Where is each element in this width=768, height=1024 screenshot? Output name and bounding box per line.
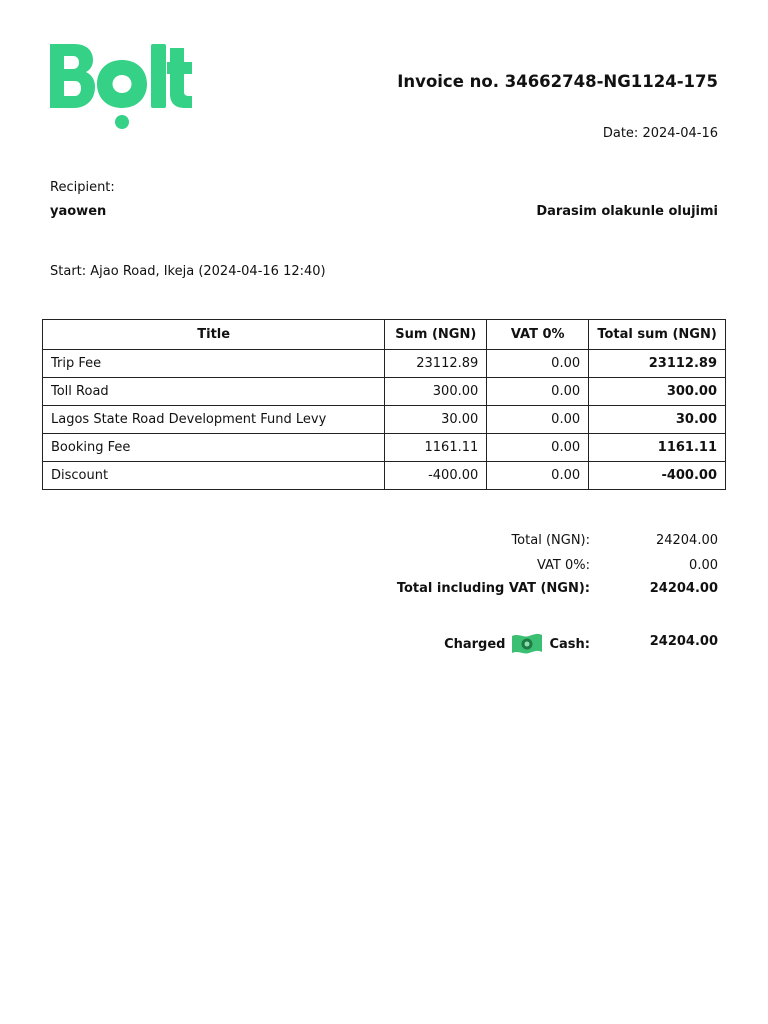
- header-total-sum: Total sum (NGN): [589, 320, 726, 350]
- row-sum: -400.00: [385, 462, 487, 490]
- row-title: Booking Fee: [43, 434, 385, 462]
- header-vat: VAT 0%: [487, 320, 589, 350]
- summary-vat-value: 0.00: [689, 558, 718, 573]
- row-total: 30.00: [589, 406, 726, 434]
- charged-label: Charged: [444, 636, 506, 652]
- summary-vat-label: VAT 0%:: [536, 558, 590, 573]
- summary-total-value: 24204.00: [655, 533, 718, 548]
- summary-total-incl-row: [300, 581, 718, 601]
- row-title: Trip Fee: [43, 350, 385, 378]
- summary-total-label: Total (NGN):: [511, 533, 590, 548]
- row-vat: 0.00: [487, 434, 589, 462]
- invoice-number: Invoice no. 34662748-NG1124-175: [397, 72, 718, 91]
- driver-name: Darasim olakunle olujimi: [536, 204, 718, 219]
- row-vat: 0.00: [487, 378, 589, 406]
- recipient-name: yaowen: [50, 204, 107, 219]
- row-sum: 30.00: [385, 406, 487, 434]
- charged-label-group: [444, 632, 590, 656]
- row-vat: 0.00: [487, 406, 589, 434]
- row-total: 23112.89: [589, 350, 726, 378]
- header-sum: Sum (NGN): [385, 320, 487, 350]
- summary-total-incl-value: 24204.00: [649, 581, 718, 596]
- header-title: Title: [43, 320, 385, 350]
- row-total: 300.00: [589, 378, 726, 406]
- trip-start: Start: Ajao Road, Ikeja (2024-04-16 12:40): [50, 264, 326, 279]
- table-row: [43, 462, 726, 490]
- summary-total-incl-label: Total including VAT (NGN):: [396, 581, 590, 596]
- charged-row: [300, 630, 718, 658]
- table-row: [43, 378, 726, 406]
- invoice-date: Date: 2024-04-16: [602, 126, 718, 141]
- row-sum: 300.00: [385, 378, 487, 406]
- charged-amount: 24204.00: [649, 634, 718, 649]
- summary-vat-row: [300, 558, 718, 578]
- table-row: [43, 406, 726, 434]
- row-sum: 1161.11: [385, 434, 487, 462]
- summary-total-row: [300, 533, 718, 553]
- row-total: 1161.11: [589, 434, 726, 462]
- row-sum: 23112.89: [385, 350, 487, 378]
- row-vat: 0.00: [487, 350, 589, 378]
- cash-icon: [511, 632, 543, 656]
- bolt-logo: [48, 44, 194, 132]
- table-row: [43, 434, 726, 462]
- row-title: Discount: [43, 462, 385, 490]
- row-total: -400.00: [589, 462, 726, 490]
- payment-method-label: Cash:: [549, 636, 590, 652]
- row-title: Lagos State Road Development Fund Levy: [43, 406, 385, 434]
- row-vat: 0.00: [487, 462, 589, 490]
- recipient-label: Recipient:: [50, 180, 115, 195]
- line-items-table: [42, 319, 726, 490]
- table-row: [43, 350, 726, 378]
- table-header-row: [43, 320, 726, 350]
- row-title: Toll Road: [43, 378, 385, 406]
